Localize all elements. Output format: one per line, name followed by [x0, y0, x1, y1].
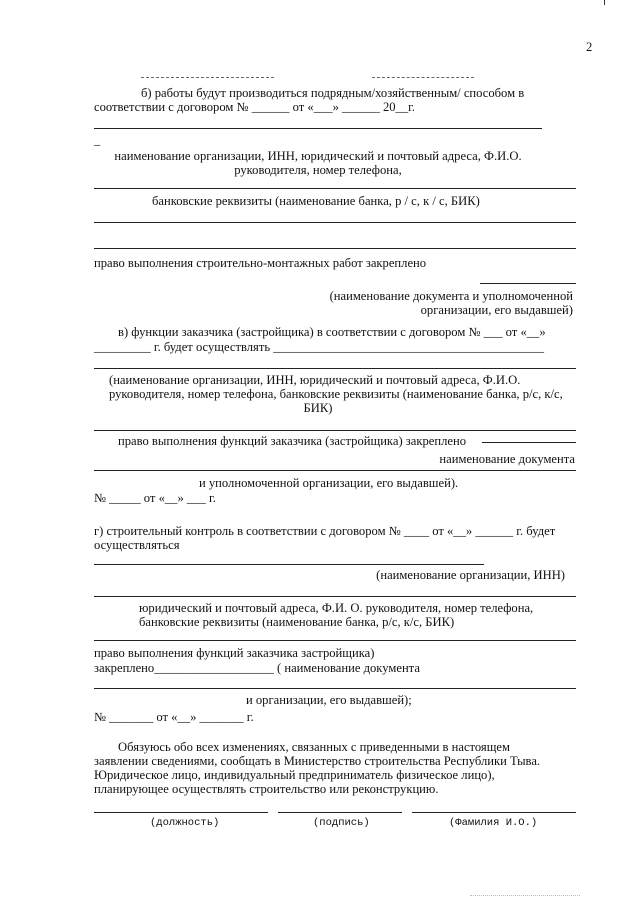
- obligation-line-4: планирующее осуществлять строительство или реконструкцию.: [94, 782, 439, 796]
- section-c-line-1: в) функции заказчика (застройщика) в соответствии с договором № ___ от «__»: [118, 325, 546, 339]
- fill-line: [94, 222, 576, 223]
- section-c-line-2: _________ г. будет осуществлять ___________________________________________: [94, 340, 544, 354]
- section-d-rights-text: право выполнения функций заказчика застройщика): [94, 646, 375, 660]
- fill-line: [94, 248, 576, 249]
- obligation-line-1: Обязуюсь обо всех изменениях, связанных с приведенными в настоящем: [118, 740, 510, 754]
- top-rule: [372, 77, 474, 78]
- signature-label: (подпись): [313, 817, 370, 829]
- fill-line: [94, 368, 576, 369]
- section-b-bank-caption: банковские реквизиты (наименование банка, р / с, к / с, БИК): [152, 194, 480, 208]
- section-b-line-2: соответствии с договором № ______ от «___» ______ 20__г.: [94, 100, 416, 114]
- section-c-org-caption: и уполномоченной организации, его выдавшей).: [199, 476, 459, 490]
- section-d-rights-text: закреплено___________________ ( наименование документа: [94, 661, 420, 675]
- fill-line: [94, 128, 542, 129]
- position-label: (должность): [150, 817, 220, 829]
- section-c-org-caption: (наименование организации, ИНН, юридический и почтовый адреса, Ф.И.О.: [109, 373, 521, 387]
- top-rule: [141, 77, 274, 78]
- obligation-line-3: Юридическое лицо, индивидуальный предприниматель физическое лицо),: [94, 768, 495, 782]
- section-d-line-1: г) строительный контроль в соответствии с договором № ____ от «__» ______ г. будет: [94, 524, 556, 538]
- section-b-rights-text: право выполнения строительно-монтажных работ закреплено: [94, 256, 427, 270]
- signature-line: [412, 812, 576, 813]
- section-d-org-caption: и организации, его выдавшей);: [246, 693, 412, 707]
- section-b-org-caption: руководителя, номер телефона,: [234, 163, 402, 177]
- section-c-number-line: № _____ от «__» ___ г.: [94, 491, 216, 505]
- section-d-addr-caption: юридический и почтовый адреса, Ф.И. О. руководителя, номер телефона,: [139, 601, 534, 615]
- fill-line: [94, 640, 576, 641]
- section-b-doc-caption: организации, его выдавшей): [420, 303, 573, 317]
- section-d-line-2: осуществляться: [94, 538, 180, 552]
- fill-line: [94, 564, 484, 565]
- section-c-rights-text: право выполнения функций заказчика (застройщика) закреплено: [118, 434, 467, 448]
- section-c-org-caption: БИК): [303, 401, 333, 415]
- page-number: 2: [586, 40, 593, 54]
- section-c-doc-caption: наименование документа: [439, 452, 575, 466]
- fill-line: [94, 430, 576, 431]
- obligation-line-2: заявлении сведениями, сообщать в Министерство строительства Республики Тыва.: [94, 754, 541, 768]
- fill-line: [480, 283, 576, 284]
- fill-line: [482, 442, 576, 443]
- scan-artifact: [470, 895, 580, 896]
- section-d-number-line: № _______ от «__» _______ г.: [94, 710, 254, 724]
- signature-line: [278, 812, 402, 813]
- fill-line: [94, 688, 576, 689]
- section-c-org-caption: руководителя, номер телефона, банковские реквизиты (наименование банка, р/с, к/с,: [109, 387, 563, 401]
- section-b-doc-caption: (наименование документа и уполномоченной: [329, 289, 573, 303]
- fill-line: [94, 596, 576, 597]
- section-b-line-1: б) работы будут производиться подрядным/хозяйственным/ способом в: [141, 86, 525, 100]
- fill-line: [94, 470, 576, 471]
- section-d-name-caption: (наименование организации, ИНН): [376, 568, 565, 582]
- section-d-addr-caption: банковские реквизиты (наименование банка, р/с, к/с, БИК): [139, 615, 455, 629]
- fill-line: [94, 188, 576, 189]
- signature-line: [94, 812, 268, 813]
- scan-speck: [604, 0, 605, 5]
- section-b-dash: _: [94, 133, 101, 147]
- name-label: (Фамилия И.О.): [449, 817, 538, 829]
- section-b-org-caption: наименование организации, ИНН, юридический и почтовый адреса, Ф.И.О.: [114, 149, 522, 163]
